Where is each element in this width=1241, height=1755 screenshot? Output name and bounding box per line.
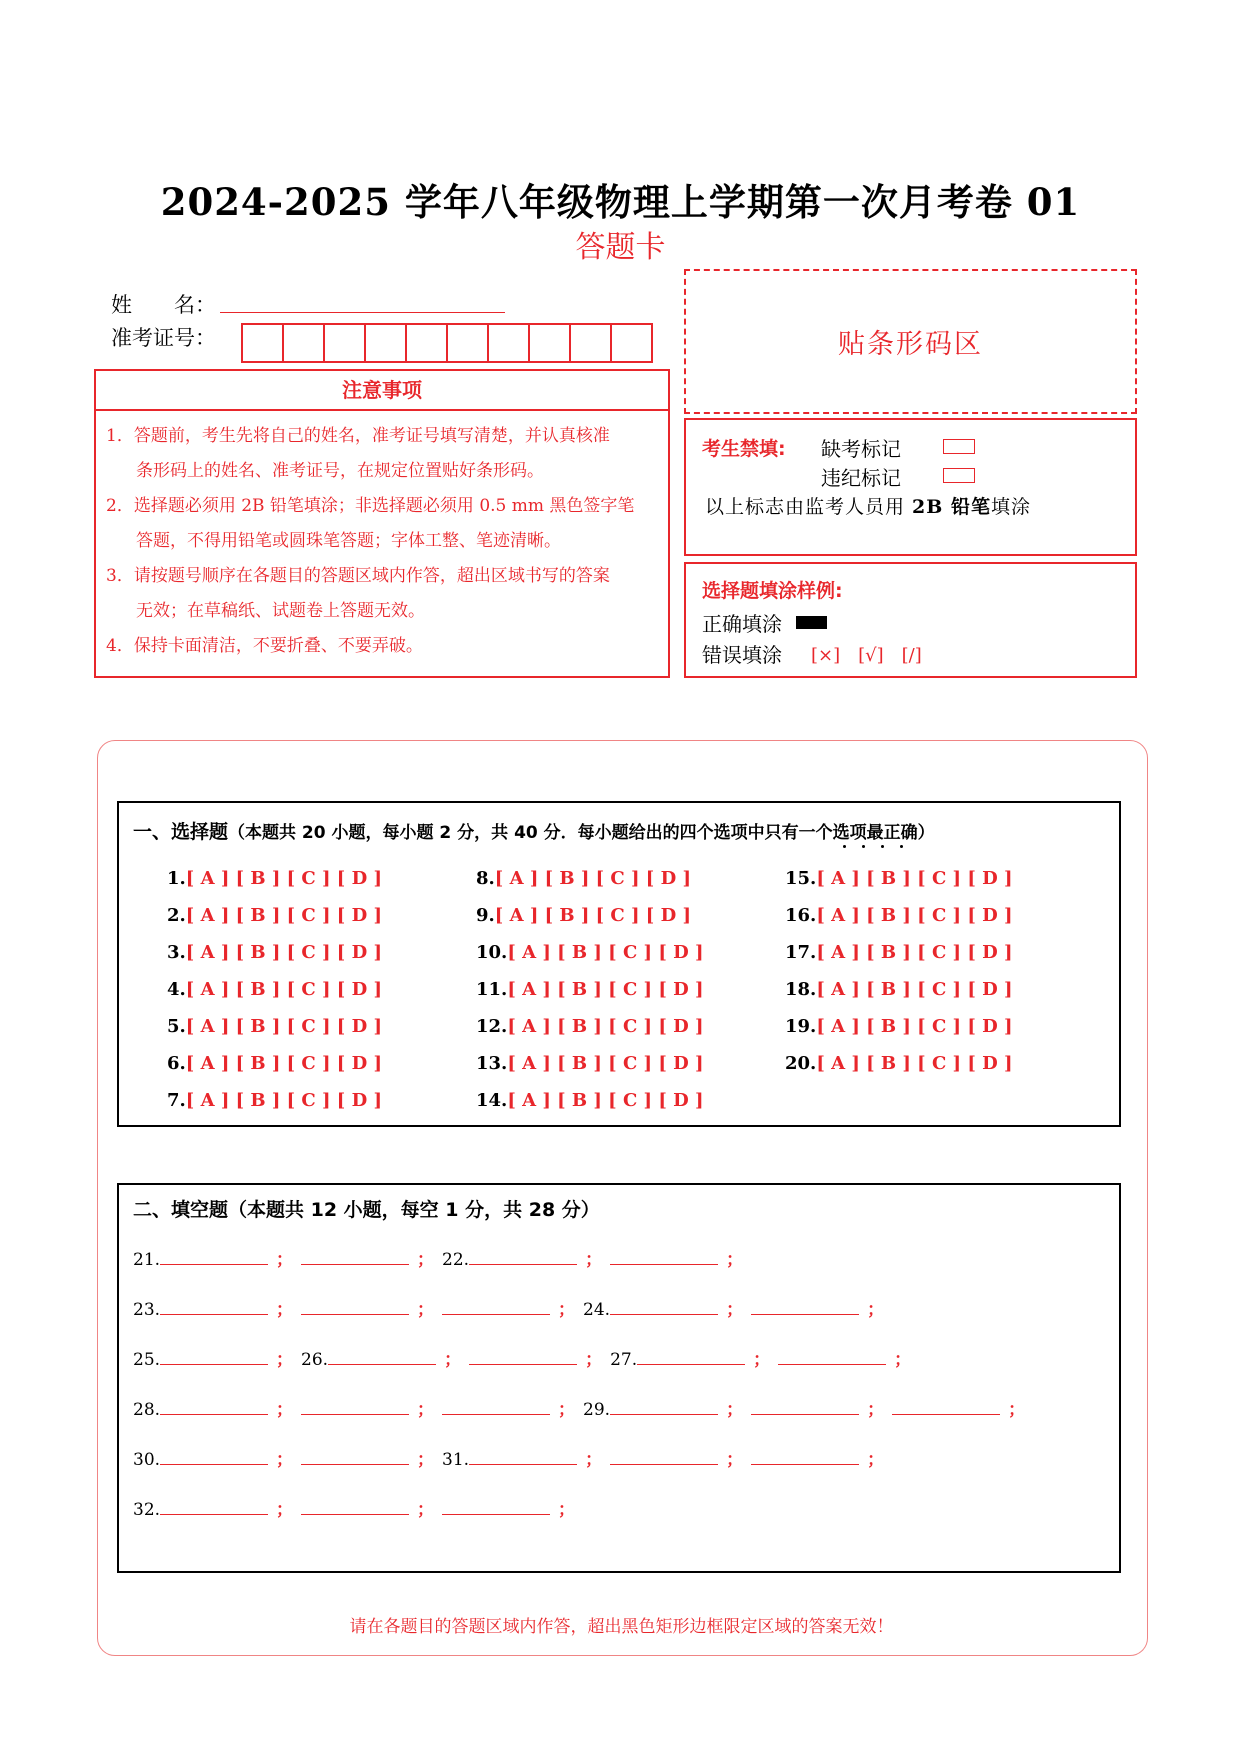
id-cell[interactable] [366,325,407,361]
violation-label: 违纪标记 [821,466,901,490]
blank-field[interactable] [610,1248,718,1265]
mc-question-3[interactable]: 3.[ A ] [ B ] [ C ] [ D ] [167,942,382,963]
blank-field[interactable] [751,1398,859,1415]
blank-field[interactable] [160,1498,268,1515]
section-multiple-choice [117,801,1121,1127]
blank-field[interactable] [160,1348,268,1365]
blank-field[interactable] [637,1348,745,1365]
mc-question-2[interactable]: 2.[ A ] [ B ] [ C ] [ D ] [167,905,382,926]
wrong-marks: [×] [√] [/] [811,645,922,666]
mc-question-1[interactable]: 1.[ A ] [ B ] [ C ] [ D ] [167,868,382,889]
forbidden-note: 以上标志由监考人员用 2B 铅笔填涂 [705,496,1031,518]
blank-field[interactable] [442,1298,550,1315]
id-cell[interactable] [489,325,530,361]
forbidden-label: 考生禁填: [702,438,786,460]
mc-question-8[interactable]: 8.[ A ] [ B ] [ C ] [ D ] [476,868,691,889]
mc-question-11[interactable]: 11.[ A ] [ B ] [ C ] [ D ] [476,979,704,1000]
note-item-1: 1．答题前，考生先将自己的姓名，准考证号填写清楚，并认真核准 条形码上的姓名、准考证号，在规定位置贴好条形码。 [106,426,610,481]
blank-field[interactable] [301,1498,409,1515]
blank-field[interactable] [301,1398,409,1415]
wrong-label: 错误填涂 [702,643,782,667]
id-label: 准考证号： [111,326,216,350]
mc-question-17[interactable]: 17.[ A ] [ B ] [ C ] [ D ] [785,942,1013,963]
blank-field[interactable] [610,1398,718,1415]
name-label: 姓 名： [111,293,216,317]
blank-field[interactable] [301,1248,409,1265]
mc-question-7[interactable]: 7.[ A ] [ B ] [ C ] [ D ] [167,1090,382,1111]
mc-question-12[interactable]: 12.[ A ] [ B ] [ C ] [ D ] [476,1016,704,1037]
note-item-4: 4．保持卡面清洁，不要折叠、不要弄破。 [106,636,423,656]
section2-title: 二、填空题（本题共 12 小题，每空 1 分，共 28 分） [133,1199,600,1221]
mc-question-5[interactable]: 5.[ A ] [ B ] [ C ] [ D ] [167,1016,382,1037]
section1-title: 一、选择题（本题共 20 小题，每小题 2 分，共 40 分．每小题给出的四个选项中只有一个选项最正确） [133,821,935,843]
mc-question-10[interactable]: 10.[ A ] [ B ] [ C ] [ D ] [476,942,704,963]
sample-box [684,562,1137,678]
blank-field[interactable] [442,1398,550,1415]
mc-question-16[interactable]: 16.[ A ] [ B ] [ C ] [ D ] [785,905,1013,926]
mc-question-15[interactable]: 15.[ A ] [ B ] [ C ] [ D ] [785,868,1013,889]
id-cell[interactable] [612,325,651,361]
blank-field[interactable] [301,1448,409,1465]
blank-field[interactable] [610,1448,718,1465]
id-cell[interactable] [243,325,284,361]
blank-field[interactable] [469,1348,577,1365]
mc-question-13[interactable]: 13.[ A ] [ B ] [ C ] [ D ] [476,1053,704,1074]
blank-field[interactable] [328,1348,436,1365]
blank-field[interactable] [751,1448,859,1465]
mc-question-19[interactable]: 19.[ A ] [ B ] [ C ] [ D ] [785,1016,1013,1037]
absent-label: 缺考标记 [821,437,901,461]
mc-question-18[interactable]: 18.[ A ] [ B ] [ C ] [ D ] [785,979,1013,1000]
mc-question-4[interactable]: 4.[ A ] [ B ] [ C ] [ D ] [167,979,382,1000]
blank-field[interactable] [160,1298,268,1315]
page-title: 2024-2025 学年八年级物理上学期第一次月考卷 01 [160,180,1081,224]
id-cell[interactable] [284,325,325,361]
blank-field[interactable] [610,1298,718,1315]
blank-field[interactable] [751,1298,859,1315]
blank-field[interactable] [778,1348,886,1365]
mc-question-20[interactable]: 20.[ A ] [ B ] [ C ] [ D ] [785,1053,1013,1074]
sample-title: 选择题填涂样例: [702,580,843,602]
id-cell[interactable] [571,325,612,361]
violation-mark-box[interactable] [943,468,975,483]
fill-row-28-29: 28. ； ； ； 29. ； ； ； [133,1400,1026,1420]
blank-field[interactable] [160,1448,268,1465]
fill-row-30-31: 30. ； ； 31. ； ； ； [133,1450,885,1470]
barcode-label: 贴条形码区 [838,329,983,360]
name-field[interactable] [220,312,505,313]
id-cell[interactable] [407,325,448,361]
blank-field[interactable] [892,1398,1000,1415]
filled-mark [796,616,827,629]
note-item-2: 2．选择题必须用 2B 铅笔填涂；非选择题必须用 0.5 mm 黑色签字笔 答题，不得用铅笔或圆珠笔答题；字体工整、笔迹清晰。 [106,496,635,551]
mc-question-14[interactable]: 14.[ A ] [ B ] [ C ] [ D ] [476,1090,704,1111]
exam-id-boxes[interactable] [241,323,653,363]
emphasis-dot [900,845,903,848]
section-fill-blank [117,1183,1121,1573]
fill-row-25-27: 25. ； 26. ； ； 27. ； ； [133,1350,912,1370]
id-cell[interactable] [325,325,366,361]
mc-question-9[interactable]: 9.[ A ] [ B ] [ C ] [ D ] [476,905,691,926]
fill-row-32: 32. ； ； ； [133,1500,576,1520]
emphasis-dot [843,845,846,848]
absent-mark-box[interactable] [943,439,975,454]
fill-row-23-24: 23. ； ； ； 24. ； ； [133,1300,885,1320]
fill-row-21-22: 21. ； ； 22. ； ； [133,1250,744,1270]
mc-question-6[interactable]: 6.[ A ] [ B ] [ C ] [ D ] [167,1053,382,1074]
note-item-3: 3．请按题号顺序在各题目的答题区域内作答，超出区域书写的答案 无效；在草稿纸、试题卷上答题无效。 [106,566,610,621]
emphasis-dot [881,845,884,848]
correct-label: 正确填涂 [702,612,782,636]
blank-field[interactable] [160,1248,268,1265]
blank-field[interactable] [301,1298,409,1315]
notes-box [94,409,670,678]
blank-field[interactable] [442,1498,550,1515]
footer-note: 请在各题目的答题区域内作答，超出黑色矩形边框限定区域的答案无效！ [349,1617,894,1637]
page-subtitle: 答题卡 [575,230,666,265]
forbidden-box [684,418,1137,556]
blank-field[interactable] [469,1248,577,1265]
barcode-area [684,269,1137,414]
id-cell[interactable] [448,325,489,361]
id-cell[interactable] [530,325,571,361]
notes-header: 注意事项 [94,369,670,411]
emphasis-dot [862,845,865,848]
blank-field[interactable] [160,1398,268,1415]
blank-field[interactable] [469,1448,577,1465]
